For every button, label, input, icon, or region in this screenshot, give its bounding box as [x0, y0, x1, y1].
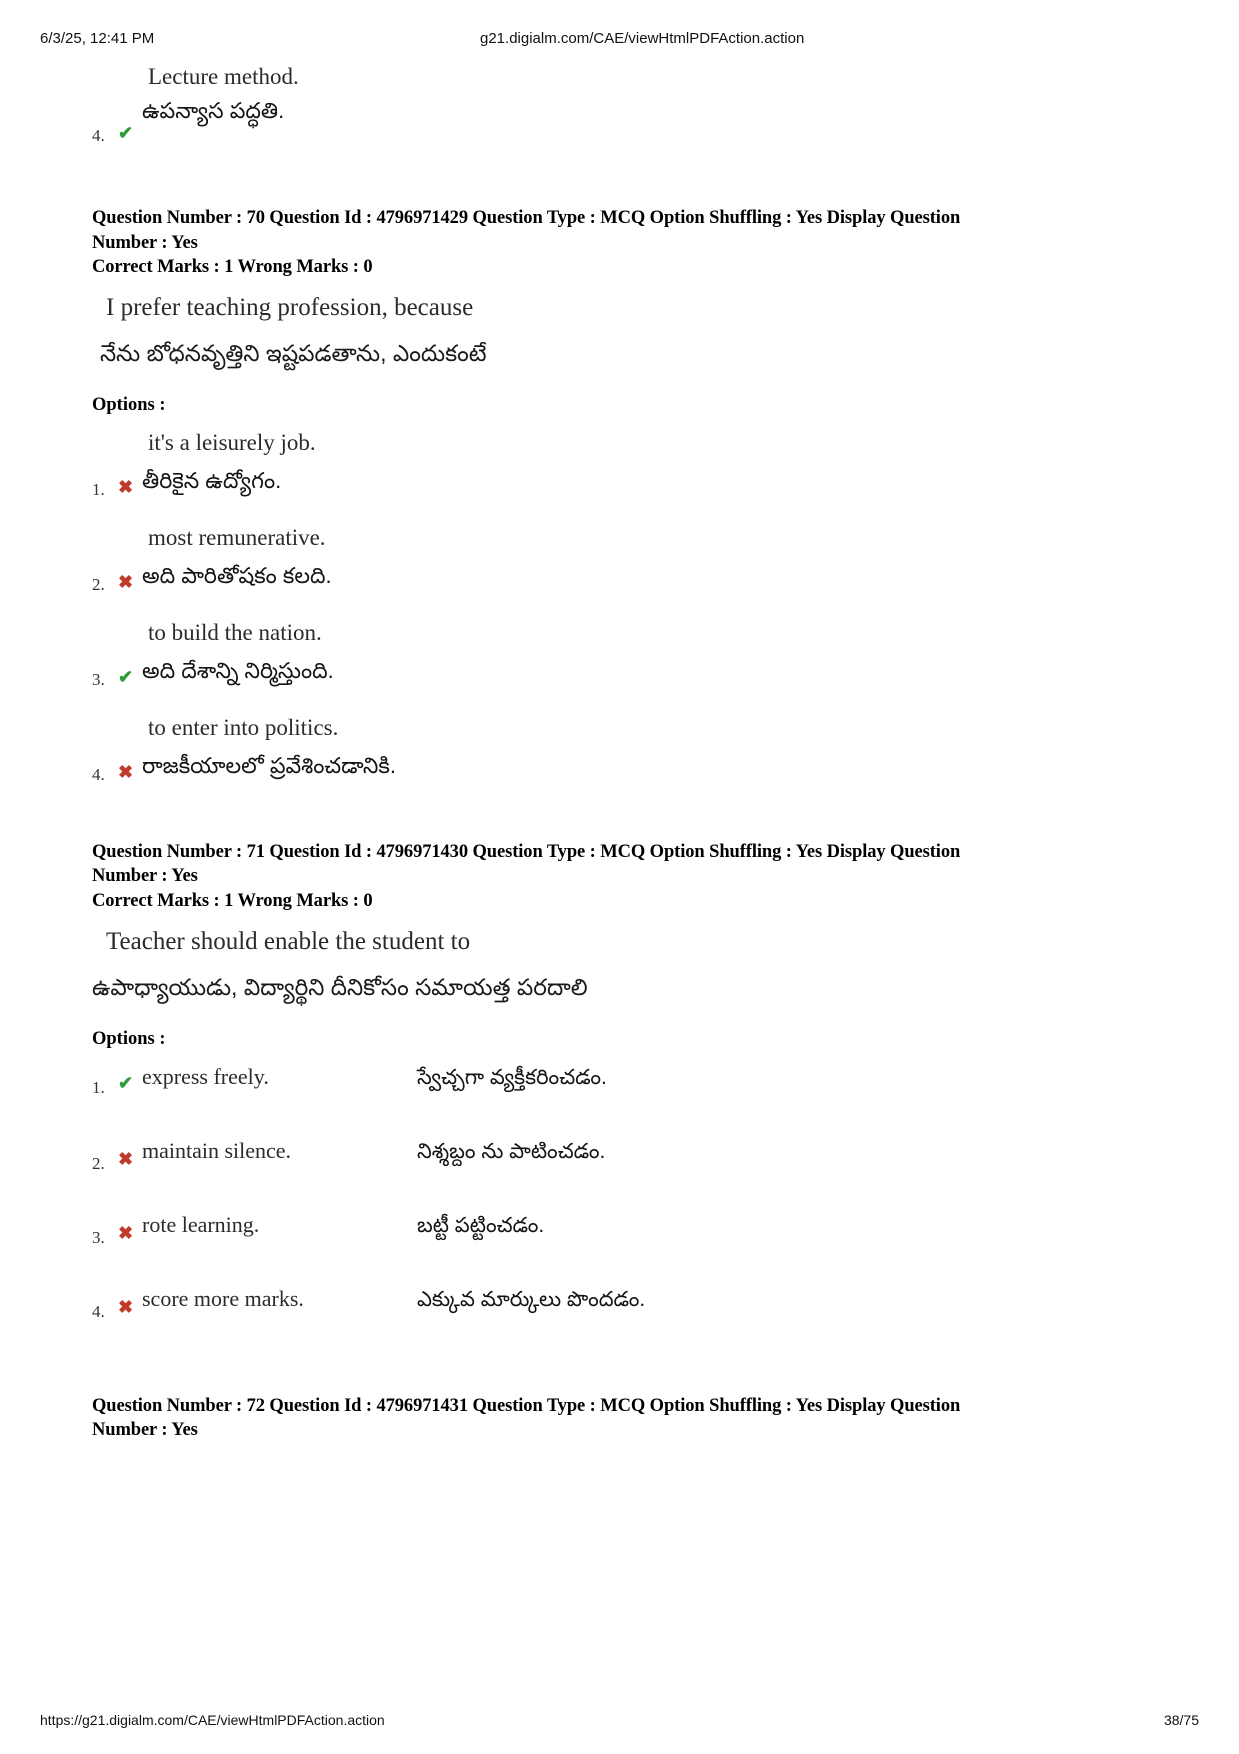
question-meta	[92, 840, 1179, 914]
question-meta-line-1: Question Number : 70 Question Id : 4796971429 Question Type : MCQ Option Shuffling : Yes Display Question	[92, 208, 961, 228]
option-row[interactable]	[92, 525, 1179, 594]
option-wrong-icon: ✖	[118, 1296, 134, 1317]
footer-url: https://g21.digialm.com/CAE/viewHtmlPDFAction.action	[40, 1712, 385, 1728]
question-stem-english: I prefer teaching profession, because	[106, 293, 474, 321]
option-text-telugu: నిశ్శబ్దం ను పాటించడం.	[417, 1139, 606, 1163]
question-meta-line-1: Question Number : 72 Question Id : 4796971431 Question Type : MCQ Option Shuffling : Yes Display Question	[92, 1395, 961, 1416]
option-row[interactable]	[92, 620, 1179, 689]
options-label: Options :	[92, 394, 166, 415]
page-header	[40, 30, 1199, 47]
top-fragment-number: 4.	[92, 126, 105, 145]
question-block	[92, 206, 1179, 784]
top-fragment-telugu: ఉపన్యాస పద్ధతి.	[142, 98, 285, 123]
top-fragment-english: Lecture method.	[148, 64, 299, 89]
question-stem-telugu: ఉపాధ్యాయుడు, విద్యార్థిని దీనికోసం సమాయత్త పరదాలి	[92, 973, 588, 1000]
option-text-english: most remunerative.	[148, 524, 326, 550]
header-date: 6/3/25, 12:41 PM	[40, 30, 155, 47]
option-number: 2.	[92, 1153, 105, 1173]
question-marks-line: Correct Marks : 1 Wrong Marks : 0	[92, 890, 373, 911]
header-url: g21.digialm.com/CAE/viewHtmlPDFAction.action	[480, 30, 805, 47]
question-meta-line-1: Question Number : 71 Question Id : 4796971430 Question Type : MCQ Option Shuffling : Yes Display Question	[92, 841, 961, 862]
top-fragment-correct-icon: ✔	[118, 123, 134, 143]
question-block	[92, 1394, 1179, 1443]
option-text-telugu: బట్టీ పట్టించడం.	[417, 1213, 545, 1237]
option-text-telugu: తీరికైన ఉద్యోగం.	[142, 467, 282, 493]
option-text-english: to build the nation.	[148, 619, 322, 645]
option-correct-icon: ✔	[118, 666, 134, 687]
option-wrong-icon: ✖	[118, 476, 134, 497]
option-number: 1.	[92, 1077, 105, 1097]
option-number: 3.	[92, 669, 105, 689]
option-correct-icon: ✔	[118, 1072, 134, 1093]
option-wrong-icon: ✖	[118, 1222, 134, 1243]
question-marks-line: Correct Marks : 1 Wrong Marks : 0	[92, 257, 373, 278]
option-text-telugu: ఎక్కువ మార్కులు పొందడం.	[417, 1287, 646, 1311]
page-footer	[40, 1712, 1199, 1728]
option-row[interactable]	[92, 430, 1179, 499]
option-row[interactable]	[92, 1212, 1179, 1264]
page-content	[92, 58, 1179, 1449]
option-number: 1.	[92, 479, 105, 499]
option-text-english: rote learning.	[142, 1211, 260, 1237]
option-number: 3.	[92, 1227, 105, 1247]
question-meta	[92, 1394, 1179, 1443]
options-label: Options :	[92, 1028, 166, 1049]
option-text-telugu: అది పారితోషకం కలది.	[142, 562, 332, 588]
option-wrong-icon: ✖	[118, 761, 134, 782]
question-stem-english: Teacher should enable the student to	[106, 927, 471, 955]
option-number: 4.	[92, 764, 105, 784]
option-text-english: maintain silence.	[142, 1137, 292, 1163]
option-number: 2.	[92, 574, 105, 594]
option-text-telugu: స్వేచ్చగా వ్యక్తీకరించడం.	[417, 1065, 607, 1089]
question-meta-line-2: Number : Yes	[92, 1420, 198, 1441]
option-row[interactable]	[92, 1138, 1179, 1190]
option-text-english: score more marks.	[142, 1285, 304, 1311]
option-text-english: to enter into politics.	[148, 714, 339, 740]
option-text-english: express freely.	[142, 1063, 269, 1089]
footer-page-number: 38/75	[1163, 1712, 1199, 1728]
question-block	[92, 840, 1179, 1338]
top-fragment	[92, 64, 1179, 150]
question-meta-line-2: Number : Yes	[92, 866, 198, 887]
question-meta-line-2: Number : Yes	[92, 232, 198, 253]
question-meta	[92, 206, 1179, 280]
option-row[interactable]	[92, 1064, 1179, 1116]
option-wrong-icon: ✖	[118, 571, 134, 592]
option-text-telugu: అది దేశాన్ని నిర్మిస్తుంది.	[142, 657, 334, 683]
option-row[interactable]	[92, 1286, 1179, 1338]
option-wrong-icon: ✖	[118, 1148, 134, 1169]
option-number: 4.	[92, 1301, 105, 1321]
option-text-english: it's a leisurely job.	[148, 429, 316, 455]
option-row[interactable]	[92, 715, 1179, 784]
question-stem-telugu: నేను బోధనవృత్తిని ఇష్టపడతాను, ఎందుకంటే	[100, 339, 487, 366]
option-text-telugu: రాజకీయాలలో ప్రవేశించడానికి.	[142, 752, 396, 778]
